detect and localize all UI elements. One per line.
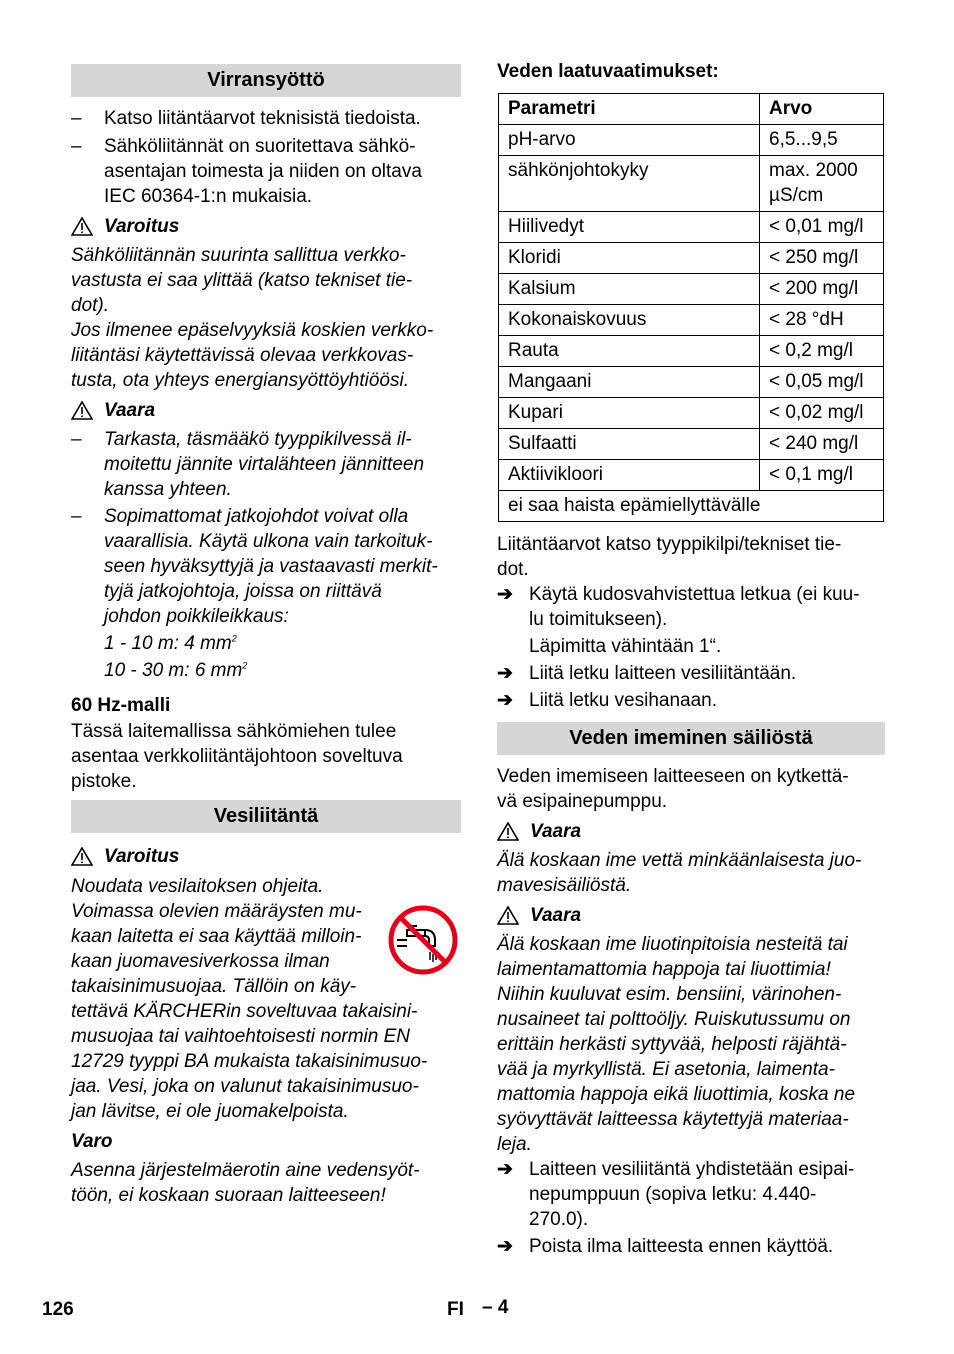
table-row — [499, 243, 884, 274]
table-title: Veden laatuvaatimukset: — [497, 61, 719, 82]
danger-label: Vaara — [530, 905, 582, 926]
table-cell: Hiilivedyt — [499, 212, 760, 243]
instruction-step — [497, 688, 885, 713]
paragraph: Veden imemiseen laitteeseen on kytkettä- vä esipainepumppu. — [497, 766, 849, 812]
danger-text: Älä koskaan ime liuotinpitoisia nesteitä tai laimentamattomia happoja tai liuottimia! Niihin kuuluvat esim. bensiini, värinohen- nusaineet tai polttoöljy. Ruiskutussumu on erittäin herkästi syttyvää, helposti räjähtä- vää ja myrkyllistä. Ei asetonia, laimenta- mattomia happoja eikä liuottimia, koska ne syövyttävät laitteessa käytettyjä materiaa- leja. — [497, 934, 856, 1155]
table-header-row — [499, 94, 884, 125]
dash-bullet: – — [71, 429, 82, 450]
table-cell: Mangaani — [499, 367, 760, 398]
warning-triangle-icon — [71, 401, 93, 420]
warning-heading — [71, 844, 179, 869]
water-quality-table — [498, 93, 884, 522]
section-number: – 4 — [482, 1297, 509, 1318]
table-row — [499, 398, 884, 429]
no-drinking-water-icon — [387, 904, 459, 976]
list-item-text: Tarkasta, täsmääkö tyyppikilvessä il- moitettu jännite virtalähteen jännitteen kanssa yhteen. — [104, 429, 425, 500]
superscript: 2 — [242, 660, 248, 671]
warning-text: Sähköliitännän suurinta sallittua verkko- vastusta ei saa ylittää (katso tekniset tie- dot). Jos ilmenee epäselvyyksiä koskien verkko- liitäntäsi käytettävissä olevaa verkkovas- tusta, ota yhteys energiansyöttöyhtiöösi. — [71, 245, 434, 391]
table-row — [499, 336, 884, 367]
cable-spec — [104, 631, 237, 656]
danger-heading — [497, 903, 581, 928]
table-cell: < 0,01 mg/l — [760, 212, 884, 243]
table-cell: max. 2000 µS/cm — [760, 156, 884, 212]
section-heading-water: Vesiliitäntä — [71, 800, 461, 833]
table-cell: < 0,1 mg/l — [760, 460, 884, 491]
table-cell: < 240 mg/l — [760, 429, 884, 460]
table-cell: Kloridi — [499, 243, 760, 274]
table-cell: Kupari — [499, 398, 760, 429]
table-cell: < 0,2 mg/l — [760, 336, 884, 367]
instruction-step — [497, 582, 885, 632]
table-cell: < 200 mg/l — [760, 274, 884, 305]
warning-triangle-icon — [71, 847, 93, 866]
table-cell: 6,5...9,5 — [760, 125, 884, 156]
list-item — [71, 134, 461, 209]
list-item — [71, 427, 461, 502]
instruction-step — [497, 661, 885, 686]
table-cell: sähkönjohtokyky — [499, 156, 760, 212]
dash-bullet: – — [71, 136, 82, 157]
instruction-step — [497, 1234, 885, 1259]
warning-text: tettävä KÄRCHERin soveltuvaa takaisini- musuojaa tai vaihtoehtoisesti normin EN 12729 tyyppi BA mukaista takaisinimusuo- jaa. Vesi, joka on valunut takaisinimusuo- jan lävitse, ei ole juomakelpoista. — [71, 1001, 428, 1122]
danger-text: Älä koskaan ime vettä minkäänlaisesta juo- mavesisäiliöstä. — [497, 850, 862, 896]
list-item-text: Katso liitäntäarvot teknisistä tiedoista. — [104, 108, 421, 129]
table-cell: Kalsium — [499, 274, 760, 305]
table-row — [499, 156, 884, 212]
warning-label: Varoitus — [104, 216, 180, 237]
section-heading-power: Virransyöttö — [71, 64, 461, 97]
table-cell: < 28 °dH — [760, 305, 884, 336]
danger-label: Vaara — [530, 821, 582, 842]
table-cell: Kokonaiskovuus — [499, 305, 760, 336]
warning-label: Varoitus — [104, 846, 180, 867]
table-cell: Sulfaatti — [499, 429, 760, 460]
table-cell: ei saa haista epämiellyttävälle — [499, 491, 884, 522]
dash-bullet: – — [71, 108, 82, 129]
arrow-icon: ➔ — [497, 1236, 513, 1257]
warning-heading — [71, 214, 179, 239]
superscript: 2 — [231, 633, 237, 644]
warning-triangle-icon — [497, 906, 519, 925]
table-row — [499, 305, 884, 336]
cable-spec-text: 1 - 10 m: 4 mm — [104, 633, 232, 654]
arrow-icon: ➔ — [497, 584, 513, 605]
warning-triangle-icon — [71, 217, 93, 236]
paragraph: Liitäntäarvot katso tyyppikilpi/tekniset tie- dot. — [497, 534, 842, 580]
cable-spec — [104, 658, 247, 683]
step-text: Liitä letku laitteen vesiliitäntään. — [529, 663, 797, 684]
list-item — [71, 504, 461, 629]
table-row — [499, 367, 884, 398]
step-text: Poista ilma laitteesta ennen käyttöä. — [529, 1236, 834, 1257]
arrow-icon: ➔ — [497, 690, 513, 711]
danger-label: Vaara — [104, 400, 156, 421]
table-cell: Aktiivikloori — [499, 460, 760, 491]
instruction-step — [497, 1157, 885, 1232]
column-header: Arvo — [760, 94, 884, 125]
table-cell: pH-arvo — [499, 125, 760, 156]
list-item-text: Sähköliitännät on suoritettava sähkö- asentajan toimesta ja niiden on oltava IEC 60364-1:n mukaisia. — [104, 136, 422, 207]
paragraph: Tässä laitemallissa sähkömiehen tulee asentaa verkkoliitäntäjohtoon soveltuva pistoke. — [71, 721, 403, 792]
column-header: Parametri — [499, 94, 760, 125]
section-heading-suction: Veden imeminen säiliöstä — [497, 722, 885, 755]
language-code: FI — [447, 1299, 464, 1320]
table-cell: < 250 mg/l — [760, 243, 884, 274]
caution-label: Varo — [71, 1131, 113, 1152]
table-row — [499, 274, 884, 305]
list-item — [71, 106, 461, 131]
step-text: Käytä kudosvahvistettua letkua (ei kuu- lu toimitukseen). — [529, 584, 860, 630]
table-footer-row — [499, 491, 884, 522]
caution-text: Asenna järjestelmäerotin aine vedensyöt- töön, ei koskaan suoraan laitteeseen! — [71, 1160, 420, 1206]
danger-heading — [497, 819, 581, 844]
table-cell: < 0,02 mg/l — [760, 398, 884, 429]
table-cell: Rauta — [499, 336, 760, 367]
subheading-60hz: 60 Hz-malli — [71, 695, 171, 716]
table-row — [499, 212, 884, 243]
step-text: Liitä letku vesihanaan. — [529, 690, 718, 711]
step-text: Laitteen vesiliitäntä yhdistetään esipai- nepumppuun (sopiva letku: 4.440- 270.0). — [529, 1159, 855, 1230]
arrow-icon: ➔ — [497, 663, 513, 684]
arrow-icon: ➔ — [497, 1159, 513, 1180]
warning-triangle-icon — [497, 822, 519, 841]
list-item-text: Sopimattomat jatkojohdot voivat olla vaarallisia. Käytä ulkona vain tarkoituk- seen hyväksyttyjä ja vastaavasti merkit- tyjä jatkojohtoja, joissa on riittävä johdon poikkileikkaus: — [104, 506, 438, 627]
cable-spec-text: 10 - 30 m: 6 mm — [104, 660, 243, 681]
dash-bullet: – — [71, 506, 82, 527]
table-cell: < 0,05 mg/l — [760, 367, 884, 398]
diameter-note: Läpimitta vähintään 1“. — [529, 636, 722, 657]
table-row — [499, 125, 884, 156]
table-row — [499, 460, 884, 491]
warning-text: Noudata vesilaitoksen ohjeita. Voimassa olevien määräysten mu- kaan laitetta ei saa käyttää milloin- kaan juomavesiverkossa ilman takaisinimusuojaa. Tällöin on käy- — [71, 876, 362, 997]
table-row — [499, 429, 884, 460]
danger-heading — [71, 398, 155, 423]
page-number: 126 — [42, 1299, 74, 1320]
